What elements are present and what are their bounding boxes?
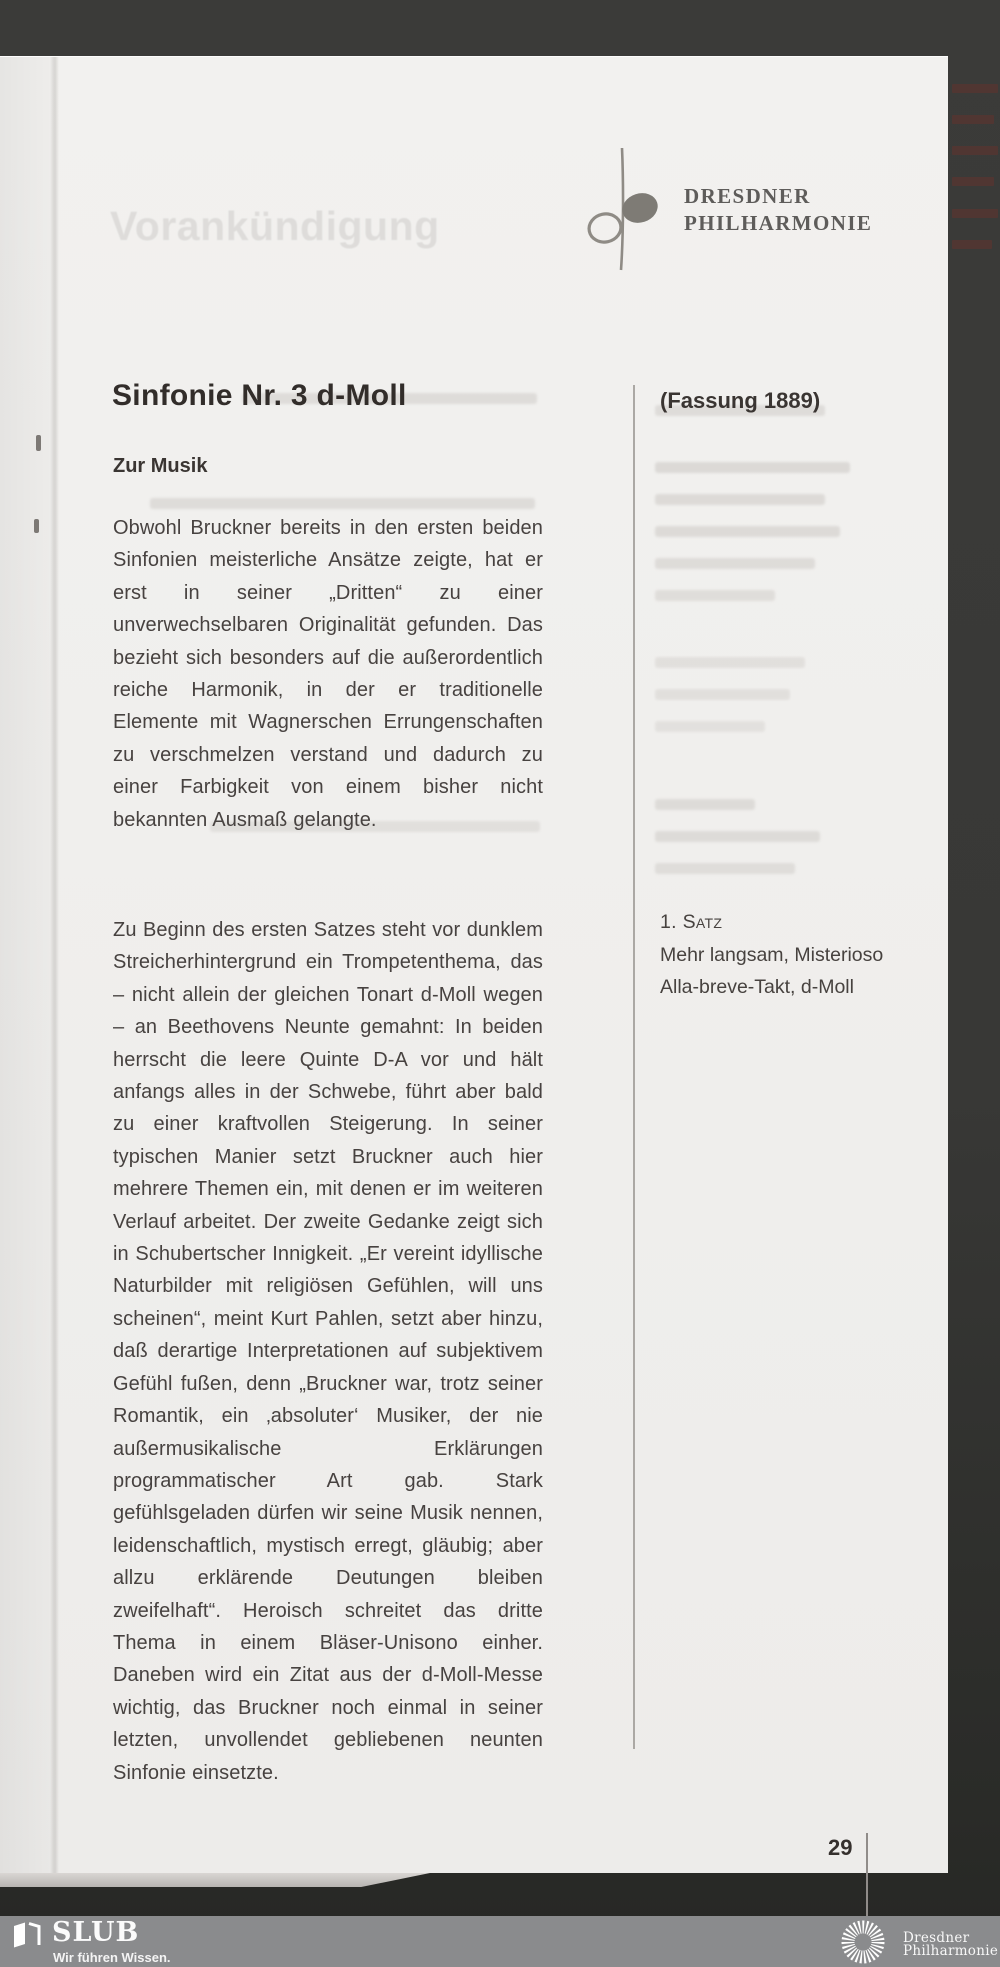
- bleedthrough-text-ghost: [655, 799, 755, 810]
- movement-info: [660, 906, 883, 1004]
- orchestra-line-2: Philharmonie: [903, 1942, 999, 1959]
- scan-edge-speck: [36, 435, 41, 451]
- brand-line-1: DRESDNER: [684, 184, 811, 208]
- scanned-page: [0, 57, 948, 1873]
- bleedthrough-text-ghost: [655, 657, 805, 668]
- bleedthrough-text-ghost: [655, 462, 850, 473]
- edge-tab-mark: [952, 146, 998, 155]
- bleedthrough-text-ghost: [655, 831, 820, 842]
- section-heading: Zur Musik: [113, 455, 208, 477]
- d-note-icon: [583, 142, 683, 277]
- version-note: (Fassung 1889): [660, 388, 821, 413]
- movement-tempo: Mehr langsam, Misterioso: [660, 943, 884, 966]
- bleedthrough-text-ghost: [150, 498, 535, 509]
- page-number: 29: [828, 1835, 853, 1860]
- page-crease: [50, 57, 59, 1873]
- ghost-heading-bleedthrough: Vorankündigung: [110, 203, 440, 249]
- column-divider-rule: [633, 385, 635, 1749]
- bleedthrough-text-ghost: [655, 689, 790, 700]
- bleedthrough-text-ghost: [655, 558, 815, 569]
- footer-watermark-bar: [0, 1916, 1000, 1967]
- brand-line-2: PHILHARMONIE: [684, 211, 873, 235]
- edge-tab-mark: [952, 177, 994, 186]
- edge-tab-mark: [952, 115, 994, 124]
- bleedthrough-text-ghost: [655, 863, 795, 874]
- orchestra-line-1: Dresdner: [903, 1930, 970, 1946]
- scan-edge-speck: [34, 519, 39, 533]
- brand-wordmark: [684, 183, 872, 237]
- movement-meter-key: Alla-breve-Takt, d-Moll: [660, 976, 854, 998]
- article-paragraph-2: Zu Beginn des ersten Satzes steht vor dunklem Streicherhintergrund ein Trompetenthema, das – nicht allein der gleichen Tonart d-Moll wegen – an Beethovens Neunte gemahnt: In beiden herrscht die leere Quinte D-A vor und hält anfangs alles in der Schwebe, führt aber bald zu einer kraftvollen Steigerung. In seiner typischen Manier setzt Bruckner auch hier mehrere Themen ein, mit denen er im weiteren Verlauf arbeitet. Der zweite Gedanke zeigt sich in Schubertscher Innigkeit. „Er vereint idyllische Naturbilder mit religiösen Gefühlen, will uns scheinen“, meint Kurt Pahlen, setzt aber hinzu, daß derartige Interpretationen auf subjektivem Gefühl fußen, denn „Bruckner war, trotz seiner Romantik, ein ‚absoluter‘ Musiker, der nie außermusikalische Erklärungen programmatischer Art gab. Stark gefühlsgeladen dürfen wir seine Musik nennen, leidenschaftlich, mystisch erregt, gläubig; aber allzu erklärende Deutungen bleiben zweifelhaft“. Heroisch schreitet das dritte Thema in einem Bläser-Unisono einher. Daneben wird ein Zitat aus der d-Moll-Messe wichtig, das Bruckner noch einmal in seiner letzten, unvollendet gebliebenen neunten Sinfonie einsetzte.: [113, 919, 543, 1784]
- orchestra-logo-text: [903, 1932, 998, 1957]
- bleedthrough-text-ghost: [655, 721, 765, 732]
- book-gutter-shadow: [0, 57, 54, 1873]
- slub-tagline: Wir führen Wissen.: [53, 1950, 171, 1965]
- slub-logo-text: SLUB: [52, 1917, 140, 1948]
- bleedthrough-text-ghost: [655, 494, 825, 505]
- bleedthrough-text-ghost: [655, 526, 840, 537]
- edge-tab-mark: [952, 209, 998, 218]
- movement-label: 1. Satz: [660, 911, 723, 933]
- page-stack-edge: [0, 1873, 430, 1887]
- edge-tab-mark: [952, 240, 992, 249]
- article-title: Sinfonie Nr. 3 d-Moll: [112, 379, 407, 412]
- bleedthrough-text-ghost: [655, 590, 775, 601]
- starburst-icon: [838, 1917, 888, 1967]
- edge-tab-mark: [952, 84, 998, 93]
- article-paragraph-1: Obwohl Bruckner bereits in den ersten beiden Sinfonien meisterliche Ansätze zeigte, hat er erst in seiner „Dritten“ zu einer unverwechselbaren Originalität gefunden. Das bezieht sich besonders auf die außerordentlich reiche Harmonik, in der er traditionelle Elemente mit Wagnerschen Errungenschaften zu verschmelzen verstand und dadurch zu einer Farbigkeit von einem bisher nicht bekannten Ausmaß gelangte.: [113, 517, 543, 831]
- open-book-icon: [12, 1921, 42, 1949]
